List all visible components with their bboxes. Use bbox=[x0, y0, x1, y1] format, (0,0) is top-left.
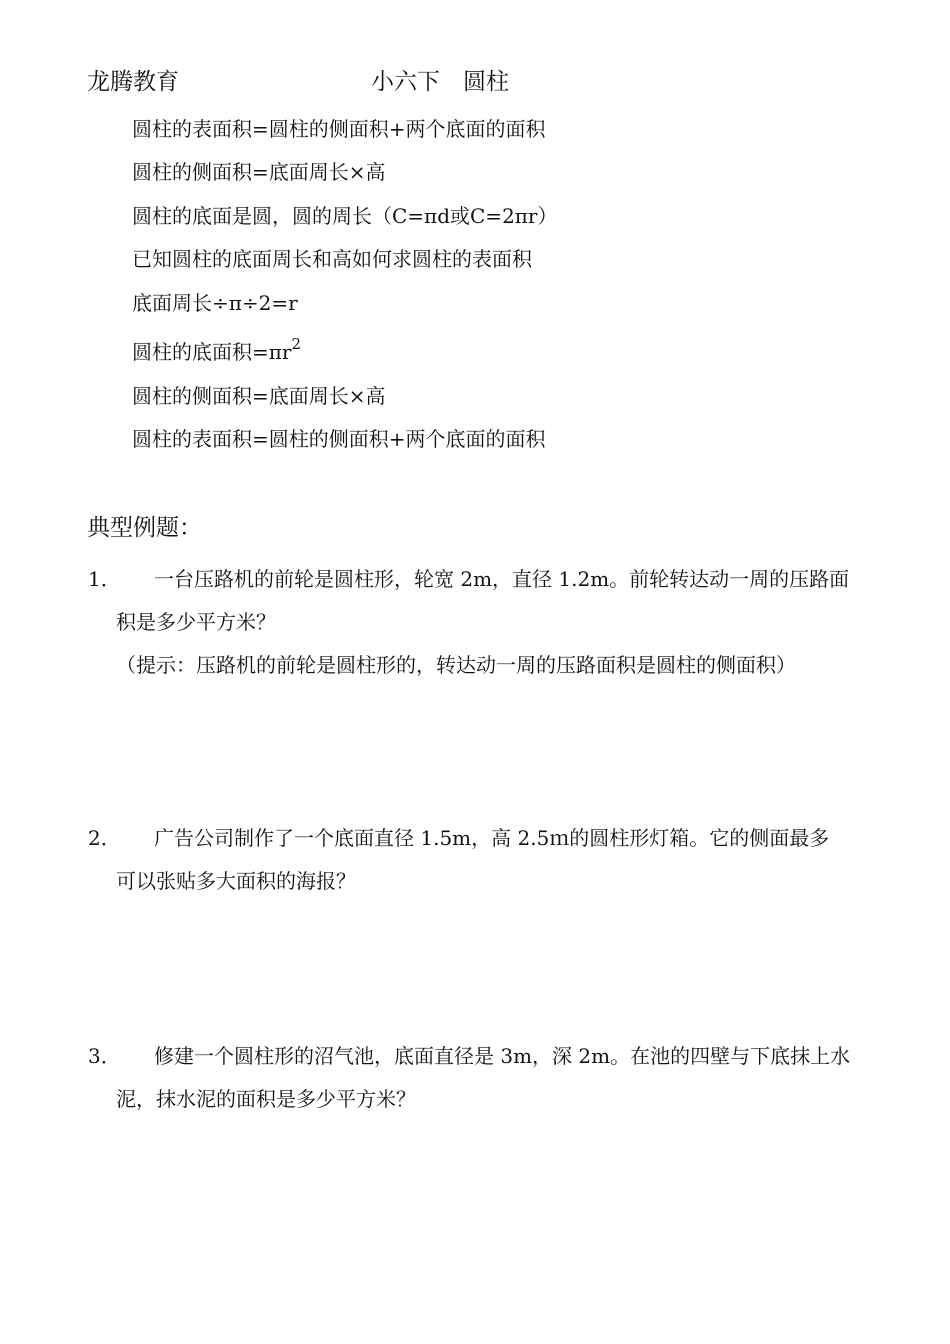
problem-3-line-2: 泥，抹水泥的面积是多少平方米？ bbox=[116, 1087, 416, 1111]
problem-1-line-2: 积是多少平方米？ bbox=[116, 610, 276, 634]
problem-1-number: 1． bbox=[88, 567, 121, 591]
formula-surface-area-repeat: 圆柱的表面积=圆柱的侧面积+两个底面的面积 bbox=[132, 427, 546, 451]
problem-2-line-1: 广告公司制作了一个底面直径 1.5m，高 2.5ｍ的圆柱形灯箱。它的侧面最多 bbox=[154, 826, 830, 850]
formula-base-area-text: 圆柱的底面积=πr bbox=[132, 340, 292, 364]
section-title: 典型例题： bbox=[87, 515, 202, 541]
header-organization: 龙腾教育 bbox=[87, 69, 179, 95]
problem-2-line-2: 可以张贴多大面积的海报？ bbox=[116, 869, 356, 893]
formula-lateral-area-repeat: 圆柱的侧面积=底面周长×高 bbox=[132, 384, 386, 408]
problem-2-number: 2． bbox=[88, 826, 121, 850]
formula-question: 已知圆柱的底面周长和高如何求圆柱的表面积 bbox=[132, 247, 532, 271]
problem-1-hint: （提示：压路机的前轮是圆柱形的，转达动一周的压路面积是圆柱的侧面积） bbox=[116, 653, 796, 677]
formula-base-area bbox=[132, 336, 301, 365]
header-title: 小六下 圆柱 bbox=[371, 69, 509, 95]
formula-circle-circumference: 圆柱的底面是圆，圆的周长（C=πd或C=2πr） bbox=[132, 204, 558, 228]
formula-lateral-area: 圆柱的侧面积=底面周长×高 bbox=[132, 160, 386, 184]
formula-base-area-exponent: 2 bbox=[291, 335, 302, 354]
formula-radius: 底面周长÷π÷2=r bbox=[132, 291, 298, 315]
problem-1-line-1: 一台压路机的前轮是圆柱形，轮宽 2m，直径 1.2m。前轮转达动一周的压路面 bbox=[154, 567, 850, 591]
problem-3-number: 3． bbox=[88, 1044, 121, 1068]
formula-surface-area: 圆柱的表面积=圆柱的侧面积+两个底面的面积 bbox=[132, 117, 546, 141]
problem-3-line-1: 修建一个圆柱形的沼气池，底面直径是 3m，深 2m。在池的四壁与下底抹上水 bbox=[154, 1044, 851, 1068]
